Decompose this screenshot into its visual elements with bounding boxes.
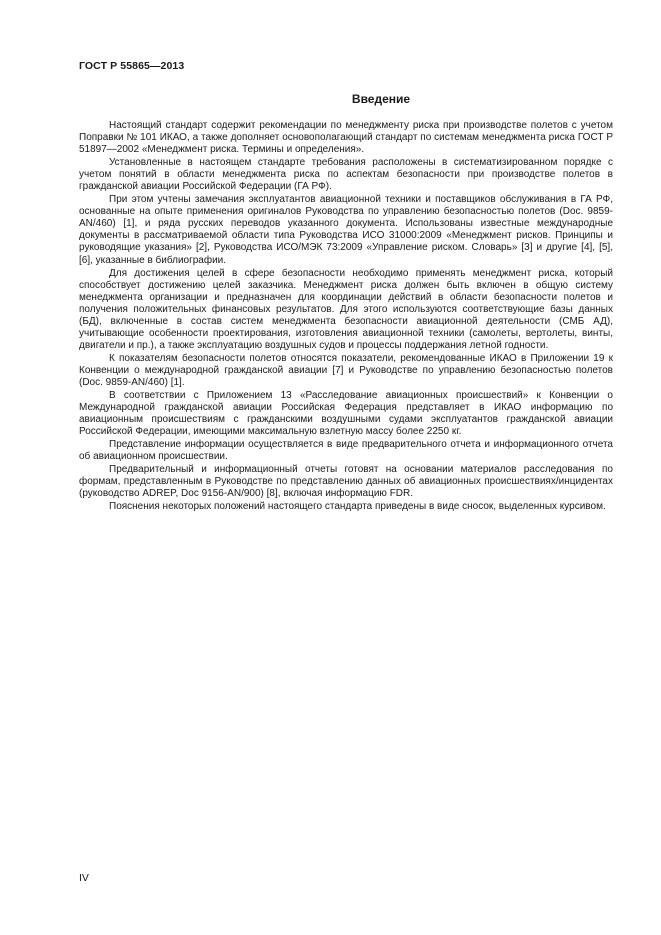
body-paragraph: В соответствии с Приложением 13 «Расследование авиационных происшествий» к Конвенции о Международной гражданской авиации Российская Федерация представляет в ИКАО информацию по авиационным происшествиям с гражданскими воздушными судами эксплуатантов гражданской авиации Российской Федерации, имеющими максимальную взлетную массу более 2250 кг. xyxy=(79,390,613,438)
document-header-standard-id: ГОСТ Р 55865—2013 xyxy=(79,60,185,72)
body-paragraph: Представление информации осуществляется в виде предварительного отчета и информационного отчета об авиационном происшествии. xyxy=(79,439,613,463)
body-paragraph: Настоящий стандарт содержит рекомендации по менеджменту риска при производстве полетов с учетом Поправки № 101 ИКАО, а также дополняет основополагающий стандарт по системам менеджмента риска ГОСТ Р 51897—2002 «Менеджмент риска. Термины и определения». xyxy=(79,120,613,156)
body-paragraph: Пояснения некоторых положений настоящего стандарта приведены в виде сносок, выделенных курсивом. xyxy=(109,501,606,513)
body-paragraph: Предварительный и информационный отчеты готовят на основании материалов расследования по формам, представленным в Руководстве по представлению данных об авиационных происшествиях/инцидентах (руководство ADREP, Doc 9156-AN/900) [8], включая информацию FDR. xyxy=(79,464,613,500)
body-paragraph: При этом учтены замечания эксплуатантов авиационной техники и поставщиков обслуживания в ГА РФ, основанные на опыте применения оригиналов Руководства по управлению безопасностью полетов (Doc. 9859-AN/460) [1], и ряда русских переводов указанного документа. Использованы известные международные документы в рассматриваемой области типа Руководства ИСО 31000:2009 «Менеджмент рисков. Принципы и руководящие указания» [2], Руководства ИСО/МЭК 73:2009 «Управление риском. Словарь» [3] и другие [4], [5], [6], указанные в библиографии. xyxy=(79,194,613,266)
document-body xyxy=(79,120,613,515)
body-paragraph: Для достижения целей в сфере безопасности необходимо применять менеджмент риска, который способствует достижению целей заказчика. Менеджмент риска должен быть включен в общую систему менеджмента организации и предназначен для координации действий в области безопасности полетов и получения положительных финансовых результатов. Для этого используются соответствующие базы данных (БД), включенные в состав систем менеджмента безопасности авиационной деятельности (СМБ АД), учитывающие особенности проектирования, изготовления авиационной техники (самолеты, вертолеты, винты, двигатели и пр.), а также эксплуатацию воздушных судов и процессы поддержания летной годности. xyxy=(79,267,613,351)
section-title: Введение xyxy=(351,92,411,106)
body-paragraph: Установленные в настоящем стандарте требования расположены в систематизированном порядке с учетом понятий в области менеджмента риска по аспектам безопасности при производстве полетов в гражданской авиации Российской Федерации (ГА РФ). xyxy=(79,157,613,193)
page-number: IV xyxy=(79,872,89,884)
body-paragraph: К показателям безопасности полетов относятся показатели, рекомендованные ИКАО в Приложении 19 к Конвенции о международной гражданской авиации [7] и Руководстве по управлению безопасностью полетов (Doc. 9859-AN/460) [1]. xyxy=(79,352,613,388)
